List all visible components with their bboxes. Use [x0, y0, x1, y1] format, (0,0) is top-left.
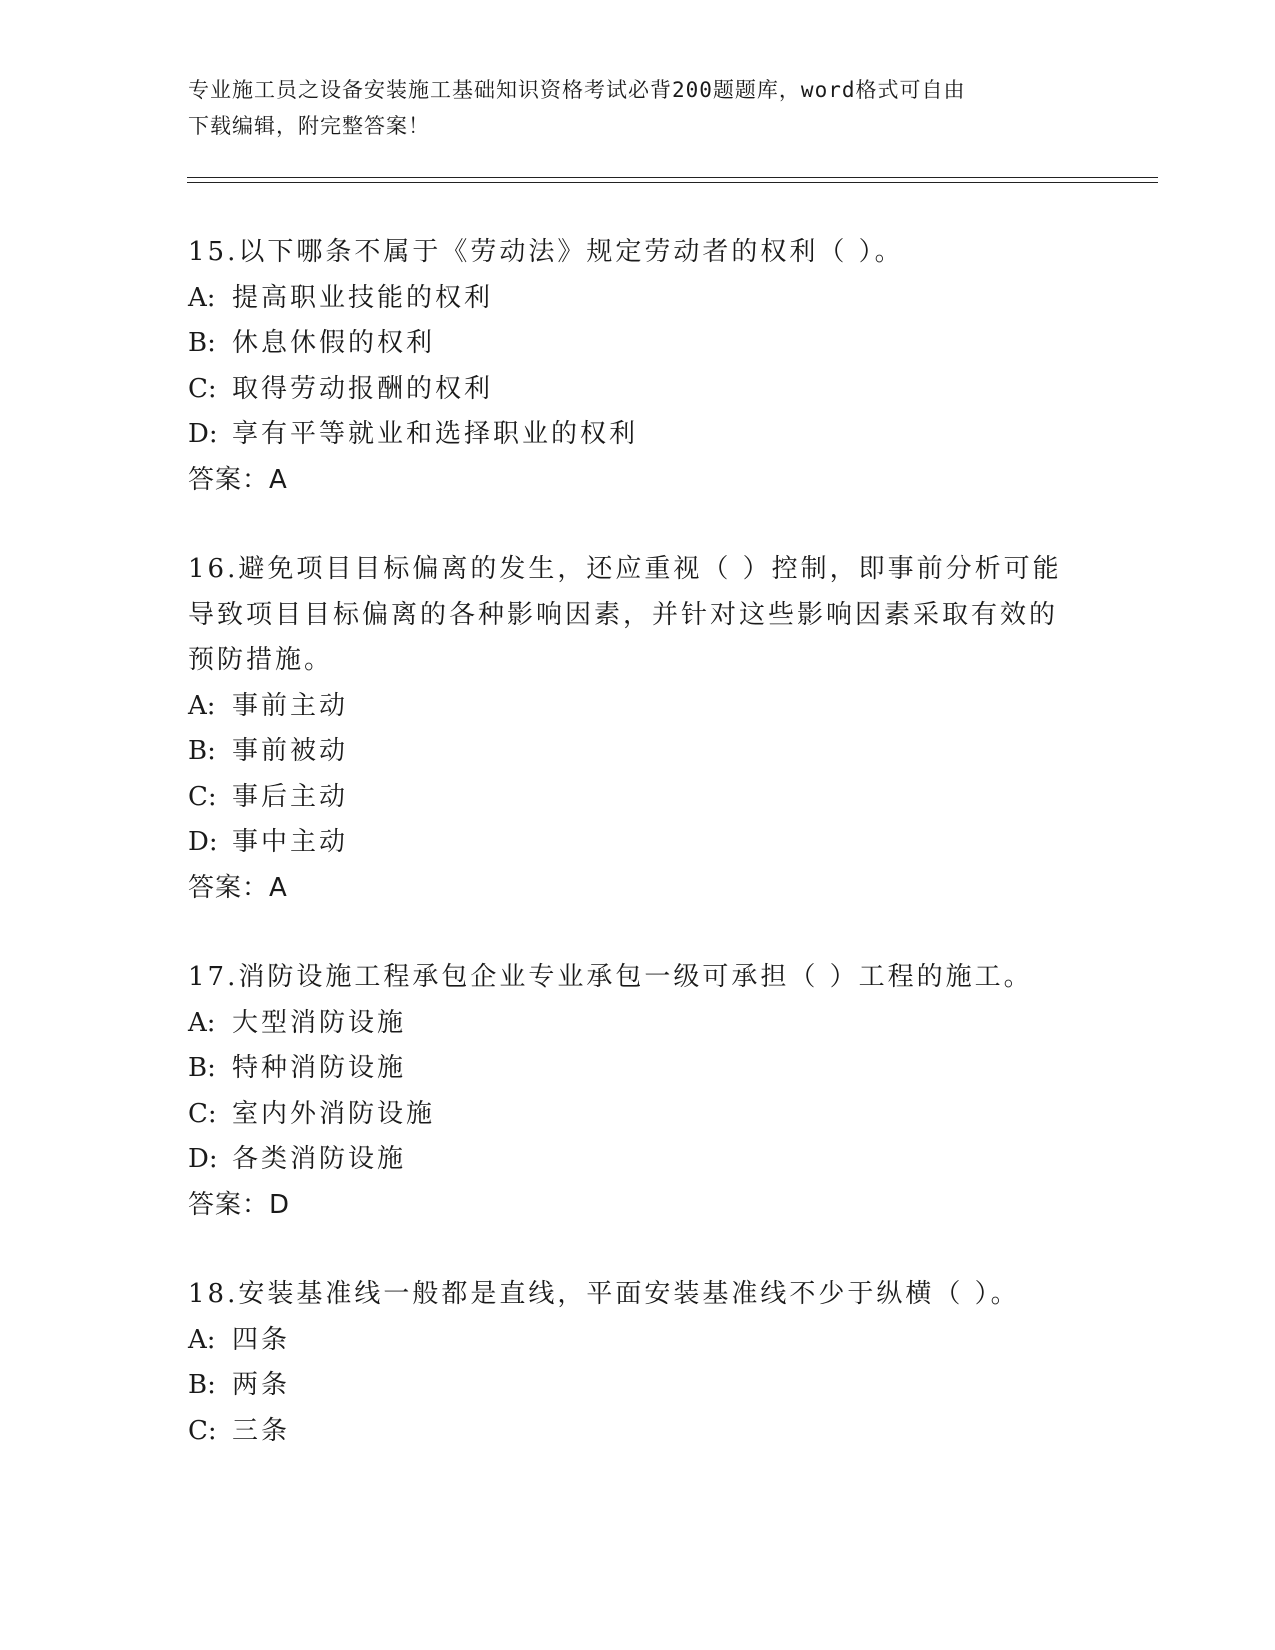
stem-line: 15.以下哪条不属于《劳动法》规定劳动者的权利（ ）。 [188, 237, 904, 267]
answer-line: 答案：A [188, 464, 288, 495]
option-b [188, 1363, 1068, 1409]
option-key: C: [188, 1415, 217, 1446]
option-text: 享有平等就业和选择职业的权利 [232, 419, 639, 449]
question-stem [188, 955, 1068, 1001]
option-text: 事前主动 [232, 690, 349, 721]
option-text: 休息休假的权利 [232, 328, 436, 358]
option-text: 两条 [232, 1370, 291, 1400]
option-key: D: [188, 827, 218, 857]
option-c [188, 367, 1068, 413]
option-a [188, 276, 1068, 322]
option-key: B: [188, 1370, 216, 1400]
option-d [188, 1137, 1068, 1183]
header-divider-top [187, 177, 1158, 178]
option-a [188, 1001, 1068, 1047]
stem-line: 导致项目目标偏离的各种影响因素，并针对这些影响因素采取有效的 [188, 599, 1059, 630]
option-b [188, 321, 1068, 367]
option-b [188, 729, 1068, 775]
question-list [188, 230, 1068, 1498]
option-key: D: [188, 1144, 218, 1174]
option-text: 三条 [232, 1415, 291, 1446]
option-a [188, 1318, 1068, 1364]
option-text: 事后主动 [232, 781, 349, 812]
option-c [188, 1092, 1068, 1138]
option-text: 提高职业技能的权利 [232, 282, 494, 313]
option-key: A: [188, 1324, 216, 1355]
option-text: 四条 [232, 1324, 291, 1355]
option-c [188, 775, 1068, 821]
option-key: D: [188, 419, 218, 449]
header-divider-bottom [187, 182, 1158, 183]
question-18 [188, 1272, 1068, 1454]
option-b [188, 1046, 1068, 1092]
option-key: A: [188, 282, 216, 313]
option-text: 特种消防设施 [232, 1053, 407, 1083]
answer-line: 答案：A [188, 872, 288, 903]
option-text: 事中主动 [232, 827, 349, 857]
option-key: A: [188, 1007, 216, 1038]
stem-line: 16.避免项目目标偏离的发生，还应重视（ ）控制，即事前分析可能 [188, 554, 1062, 584]
option-d [188, 412, 1068, 458]
option-d [188, 820, 1068, 866]
question-stem [188, 1272, 1068, 1318]
header-line-1: 专业施工员之设备安装施工基础知识资格考试必背200题题库，word格式可自由 [188, 78, 966, 102]
option-key: A: [188, 690, 216, 721]
option-c [188, 1409, 1068, 1455]
document-header [188, 72, 1068, 144]
option-a [188, 684, 1068, 730]
question-16 [188, 547, 1068, 911]
option-text: 室内外消防设施 [232, 1098, 436, 1129]
answer-line: 答案：D [188, 1189, 291, 1220]
option-key: B: [188, 1053, 216, 1083]
header-line-2: 下载编辑，附完整答案！ [188, 114, 430, 138]
option-text: 各类消防设施 [232, 1144, 407, 1174]
stem-line: 预防措施。 [188, 645, 334, 675]
question-15 [188, 230, 1068, 503]
stem-line: 17.消防设施工程承包企业专业承包一级可承担（ ）工程的施工。 [188, 962, 1033, 992]
option-text: 取得劳动报酬的权利 [232, 373, 494, 404]
option-text: 大型消防设施 [232, 1007, 407, 1038]
option-key: B: [188, 736, 216, 766]
option-key: B: [188, 328, 216, 358]
option-key: C: [188, 781, 217, 812]
option-text: 事前被动 [232, 736, 349, 766]
question-17 [188, 955, 1068, 1228]
option-key: C: [188, 1098, 217, 1129]
question-stem [188, 547, 1068, 684]
question-stem [188, 230, 1068, 276]
option-key: C: [188, 373, 217, 404]
stem-line: 18.安装基准线一般都是直线，平面安装基准线不少于纵横（ ）。 [188, 1279, 1020, 1309]
